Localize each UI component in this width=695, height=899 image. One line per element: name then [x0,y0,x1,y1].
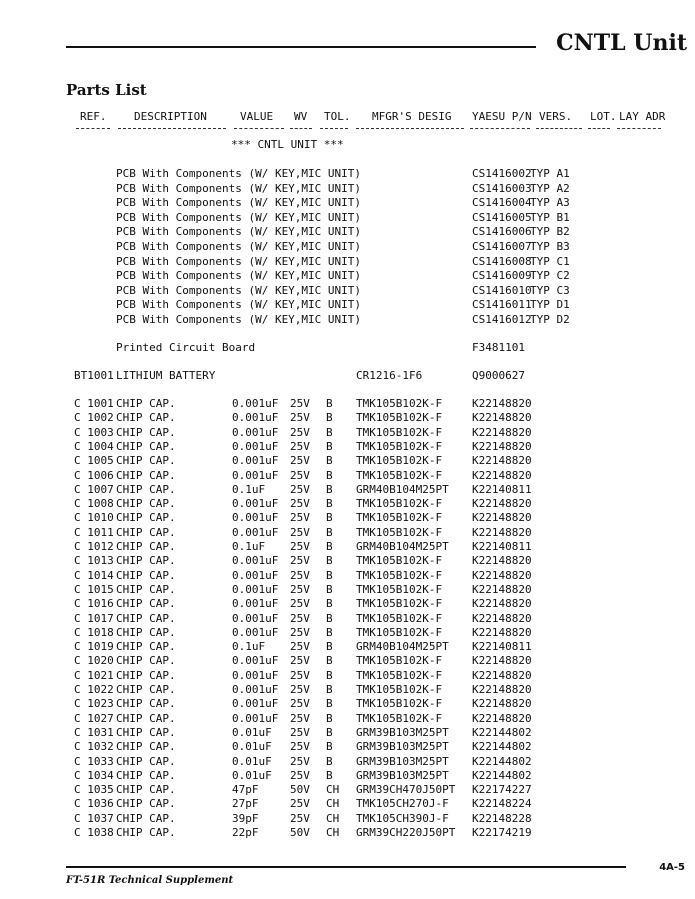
cap-part-number: K22148820 [472,668,532,682]
cap-ref: C 1017 [74,611,114,625]
cap-voltage: 25V [290,683,310,696]
cap-mfgr: GRM39B103M25PT [356,754,449,768]
cap-tolerance: B [326,683,333,696]
cap-tolerance: B [326,439,333,453]
cap-voltage: 25V [290,597,310,611]
cap-voltage: 25V [290,411,310,425]
cap-description: CHIP CAP. [116,611,176,625]
cap-part-number: K22148820 [472,697,532,711]
cap-part-number: K22140811 [472,640,532,654]
pcb-version: TYP B2 [530,225,570,239]
pcb-part-number: CS1416012 [472,313,532,326]
cap-voltage: 25V [290,697,310,711]
cap-tolerance: B [326,554,333,568]
cap-tolerance: CH [326,797,340,811]
cap-tolerance: B [326,497,333,511]
cap-voltage: 25V [290,554,310,568]
cap-description: CHIP CAP. [116,425,176,439]
cap-voltage: 25V [290,497,310,511]
header-rule [66,46,536,48]
pcb-description: PCB With Components (W/ KEY,MIC UNIT) [116,269,362,283]
cap-voltage: 25V [290,482,310,496]
cap-voltage: 25V [290,740,310,754]
cap-ref: C 1037 [74,811,114,825]
cap-tolerance: B [326,582,333,596]
cap-ref: C 1021 [74,668,114,682]
cap-ref: C 1006 [74,468,114,482]
cap-part-number: K22148820 [472,468,532,482]
cap-mfgr: TMK105B102K-F [356,525,443,539]
cap-tolerance: B [326,697,333,711]
cap-mfgr: TMK105B102K-F [356,454,443,468]
pcb-version: TYP C1 [530,254,570,268]
pcb-description: PCB With Components (W/ KEY,MIC UNIT) [116,181,362,195]
cap-part-number: K22174227 [472,783,532,797]
cap-ref: C 1012 [74,540,114,553]
cap-part-number: K22148820 [472,582,532,596]
cap-tolerance: B [326,640,333,654]
cap-value: 0.1uF [232,482,266,496]
cap-ref: C 1011 [74,525,114,539]
board-description: Printed Circuit Board [116,341,256,354]
cap-part-number: K22148820 [472,711,532,725]
pcb-version: TYP D2 [530,313,570,326]
cap-mfgr: TMK105B102K-F [356,497,443,511]
cap-voltage: 25V [290,397,310,410]
pcb-description: PCB With Components (W/ KEY,MIC UNIT) [116,210,362,224]
unit-heading: *** CNTL UNIT *** [231,138,344,151]
cap-value: 0.001uF [232,411,279,425]
pcb-description: PCB With Components (W/ KEY,MIC UNIT) [116,283,362,297]
unit-title: CNTL Unit [556,30,687,56]
cap-ref: C 1004 [74,439,114,453]
cap-voltage: 25V [290,797,310,811]
cap-voltage: 25V [290,540,310,553]
cap-description: CHIP CAP. [116,740,176,754]
cap-voltage: 50V [290,826,310,839]
cap-ref: C 1016 [74,597,114,611]
cap-voltage: 25V [290,468,310,482]
cap-mfgr: TMK105B102K-F [356,439,443,453]
section-title: Parts List [66,81,147,99]
col-yaesu: YAESU P/N [472,110,532,123]
cap-mfgr: TMK105B102K-F [356,697,443,711]
cap-part-number: K22148820 [472,625,532,639]
cap-ref: C 1027 [74,711,114,725]
pcb-version: TYP C3 [530,283,570,297]
cap-description: CHIP CAP. [116,625,176,639]
cap-description: CHIP CAP. [116,497,176,511]
cap-voltage: 25V [290,568,310,582]
cap-value: 0.001uF [232,425,279,439]
cap-ref: C 1036 [74,797,114,811]
cap-tolerance: B [326,740,333,754]
pcb-part-number: CS1416005 [472,210,532,224]
cap-ref: C 1007 [74,482,114,496]
cap-value: 0.001uF [232,683,279,696]
cap-description: CHIP CAP. [116,697,176,711]
cap-value: 0.001uF [232,668,279,682]
pcb-version: TYP A1 [530,167,570,180]
cap-voltage: 25V [290,525,310,539]
cap-description: CHIP CAP. [116,668,176,682]
cap-ref: C 1035 [74,783,114,797]
cap-mfgr: GRM40B104M25PT [356,482,449,496]
cap-description: CHIP CAP. [116,783,176,797]
pcb-version: TYP B1 [530,210,570,224]
cap-part-number: K22148820 [472,425,532,439]
cap-value: 27pF [232,797,259,811]
footer-rule [66,866,626,868]
cap-description: CHIP CAP. [116,439,176,453]
cap-mfgr: TMK105B102K-F [356,468,443,482]
cap-voltage: 25V [290,425,310,439]
cap-tolerance: B [326,540,333,553]
cap-value: 0.001uF [232,497,279,511]
cap-value: 0.001uF [232,597,279,611]
cap-tolerance: B [326,411,333,425]
cap-description: CHIP CAP. [116,826,176,839]
cap-ref: C 1032 [74,740,114,754]
col-lay: LAY ADR [619,110,666,123]
footer-page-number: 4A-5 [659,862,685,873]
col-mfgr: MFGR'S DESIG [372,110,452,123]
cap-voltage: 25V [290,668,310,682]
cap-part-number: K22148820 [472,411,532,425]
pcb-version: TYP B3 [530,240,570,253]
col-wv: WV [294,110,308,123]
cap-value: 0.001uF [232,654,279,668]
cap-value: 0.1uF [232,540,266,553]
cap-ref: C 1008 [74,497,114,511]
cap-description: CHIP CAP. [116,797,176,811]
cap-value: 22pF [232,826,259,839]
cap-description: CHIP CAP. [116,468,176,482]
cap-mfgr: TMK105B102K-F [356,397,443,410]
cap-ref: C 1010 [74,511,114,525]
cap-voltage: 25V [290,454,310,468]
cap-mfgr: TMK105B102K-F [356,597,443,611]
pcb-description: PCB With Components (W/ KEY,MIC UNIT) [116,240,362,253]
cap-tolerance: B [326,468,333,482]
cap-voltage: 25V [290,640,310,654]
cap-description: CHIP CAP. [116,811,176,825]
cap-value: 0.001uF [232,568,279,582]
cap-mfgr: TMK105B102K-F [356,511,443,525]
battery-mfgr: CR1216-1F6 [356,369,423,382]
cap-value: 0.001uF [232,582,279,596]
cap-mfgr: TMK105B102K-F [356,625,443,639]
cap-description: CHIP CAP. [116,397,176,410]
cap-tolerance: B [326,525,333,539]
cap-part-number: K22148820 [472,454,532,468]
cap-part-number: K22148820 [472,511,532,525]
cap-ref: C 1014 [74,568,114,582]
cap-mfgr: TMK105B102K-F [356,411,443,425]
pcb-part-number: CS1416004 [472,196,532,210]
cap-value: 0.001uF [232,468,279,482]
cap-tolerance: CH [326,826,340,839]
cap-part-number: K22144802 [472,754,532,768]
cap-description: CHIP CAP. [116,511,176,525]
cap-voltage: 25V [290,439,310,453]
cap-part-number: K22140811 [472,540,532,553]
battery-ref: BT1001 [74,369,114,382]
cap-mfgr: TMK105B102K-F [356,582,443,596]
cap-part-number: K22148820 [472,683,532,696]
cap-description: CHIP CAP. [116,654,176,668]
pcb-part-number: CS1416010 [472,283,532,297]
pcb-version: TYP C2 [530,269,570,283]
cap-voltage: 25V [290,654,310,668]
cap-ref: C 1033 [74,754,114,768]
cap-tolerance: B [326,725,333,739]
cap-tolerance: B [326,511,333,525]
cap-tolerance: B [326,768,333,782]
pcb-description: PCB With Components (W/ KEY,MIC UNIT) [116,313,362,326]
cap-tolerance: B [326,568,333,582]
cap-description: CHIP CAP. [116,640,176,654]
cap-ref: C 1001 [74,397,114,410]
board-part-number: F3481101 [472,341,525,354]
pcb-part-number: CS1416002 [472,167,532,180]
cap-value: 0.001uF [232,697,279,711]
cap-part-number: K22140811 [472,482,532,496]
pcb-part-number: CS1416006 [472,225,532,239]
cap-tolerance: B [326,654,333,668]
cap-part-number: K22144802 [472,768,532,782]
cap-part-number: K22148228 [472,811,532,825]
pcb-part-number: CS1416008 [472,254,532,268]
cap-mfgr: GRM40B104M25PT [356,640,449,654]
col-value: VALUE [240,110,274,123]
cap-description: CHIP CAP. [116,540,176,553]
pcb-description: PCB With Components (W/ KEY,MIC UNIT) [116,167,362,180]
cap-value: 0.01uF [232,754,272,768]
cap-part-number: K22148820 [472,568,532,582]
cap-value: 0.001uF [232,611,279,625]
pcb-part-number: CS1416003 [472,181,532,195]
cap-part-number: K22148820 [472,611,532,625]
cap-description: CHIP CAP. [116,482,176,496]
cap-value: 0.001uF [232,554,279,568]
cap-mfgr: TMK105B102K-F [356,554,443,568]
cap-description: CHIP CAP. [116,768,176,782]
col-description: DESCRIPTION [134,110,207,123]
cap-tolerance: B [326,425,333,439]
cap-description: CHIP CAP. [116,454,176,468]
pcb-part-number: CS1416007 [472,240,532,253]
cap-description: CHIP CAP. [116,597,176,611]
cap-tolerance: CH [326,811,340,825]
cap-ref: C 1002 [74,411,114,425]
cap-description: CHIP CAP. [116,525,176,539]
cap-tolerance: B [326,711,333,725]
cap-ref: C 1022 [74,683,114,696]
col-vers: VERS. [539,110,573,123]
cap-mfgr: GRM39B103M25PT [356,725,449,739]
cap-value: 0.001uF [232,525,279,539]
cap-voltage: 25V [290,625,310,639]
cap-description: CHIP CAP. [116,554,176,568]
pcb-description: PCB With Components (W/ KEY,MIC UNIT) [116,298,362,312]
cap-ref: C 1034 [74,768,114,782]
pcb-version: TYP A3 [530,196,570,210]
cap-voltage: 25V [290,754,310,768]
cap-ref: C 1003 [74,425,114,439]
cap-ref: C 1020 [74,654,114,668]
cap-ref: C 1018 [74,625,114,639]
cap-voltage: 25V [290,725,310,739]
cap-mfgr: TMK105B102K-F [356,425,443,439]
cap-value: 0.001uF [232,711,279,725]
cap-part-number: K22148224 [472,797,532,811]
cap-voltage: 25V [290,511,310,525]
cap-voltage: 25V [290,768,310,782]
cap-part-number: K22148820 [472,397,532,410]
cap-tolerance: B [326,397,333,410]
cap-description: CHIP CAP. [116,725,176,739]
cap-value: 0.001uF [232,439,279,453]
cap-voltage: 25V [290,811,310,825]
cap-mfgr: TMK105CH390J-F [356,811,449,825]
cap-value: 0.01uF [232,768,272,782]
cap-part-number: K22148820 [472,554,532,568]
cap-tolerance: B [326,482,333,496]
cap-voltage: 25V [290,582,310,596]
cap-voltage: 25V [290,711,310,725]
pcb-part-number: CS1416009 [472,269,532,283]
cap-part-number: K22148820 [472,497,532,511]
cap-part-number: K22148820 [472,597,532,611]
cap-mfgr: GRM39B103M25PT [356,768,449,782]
cap-value: 0.001uF [232,397,279,410]
cap-description: CHIP CAP. [116,683,176,696]
battery-description: LITHIUM BATTERY [116,369,216,382]
cap-ref: C 1031 [74,725,114,739]
cap-value: 0.001uF [232,625,279,639]
col-lot: LOT. [590,110,617,123]
cap-description: CHIP CAP. [116,711,176,725]
pcb-description: PCB With Components (W/ KEY,MIC UNIT) [116,254,362,268]
cap-description: CHIP CAP. [116,568,176,582]
col-ref: REF. [80,110,107,123]
cap-tolerance: B [326,668,333,682]
cap-part-number: K22144802 [472,725,532,739]
cap-ref: C 1023 [74,697,114,711]
cap-description: CHIP CAP. [116,754,176,768]
cap-mfgr: TMK105B102K-F [356,683,443,696]
pcb-version: TYP D1 [530,298,570,312]
cap-value: 0.1uF [232,640,266,654]
cap-mfgr: TMK105B102K-F [356,611,443,625]
cap-part-number: K22174219 [472,826,532,839]
cap-ref: C 1038 [74,826,114,839]
cap-mfgr: GRM40B104M25PT [356,540,449,553]
cap-tolerance: CH [326,783,340,797]
cap-mfgr: TMK105B102K-F [356,668,443,682]
pcb-version: TYP A2 [530,181,570,195]
cap-value: 47pF [232,783,259,797]
col-tol: TOL. [324,110,351,123]
pcb-description: PCB With Components (W/ KEY,MIC UNIT) [116,196,362,210]
footer-manual-title: FT-51R Technical Supplement [66,875,234,886]
cap-value: 0.001uF [232,454,279,468]
cap-part-number: K22148820 [472,525,532,539]
cap-description: CHIP CAP. [116,582,176,596]
cap-description: CHIP CAP. [116,411,176,425]
cap-voltage: 25V [290,611,310,625]
cap-part-number: K22144802 [472,740,532,754]
pcb-part-number: CS1416011 [472,298,532,312]
pcb-description: PCB With Components (W/ KEY,MIC UNIT) [116,225,362,239]
cap-ref: C 1005 [74,454,114,468]
cap-mfgr: TMK105B102K-F [356,654,443,668]
cap-value: 0.001uF [232,511,279,525]
cap-ref: C 1015 [74,582,114,596]
cap-part-number: K22148820 [472,439,532,453]
cap-mfgr: GRM39CH470J50PT [356,783,456,797]
cap-ref: C 1019 [74,640,114,654]
battery-part-number: Q9000627 [472,369,525,382]
cap-mfgr: TMK105B102K-F [356,568,443,582]
cap-mfgr: TMK105CH270J-F [356,797,449,811]
cap-part-number: K22148820 [472,654,532,668]
cap-mfgr: TMK105B102K-F [356,711,443,725]
cap-voltage: 50V [290,783,310,797]
cap-tolerance: B [326,454,333,468]
cap-tolerance: B [326,611,333,625]
cap-value: 0.01uF [232,740,272,754]
cap-value: 39pF [232,811,259,825]
cap-value: 0.01uF [232,725,272,739]
cap-mfgr: GRM39B103M25PT [356,740,449,754]
cap-mfgr: GRM39CH220J50PT [356,826,456,839]
cap-tolerance: B [326,597,333,611]
cap-ref: C 1013 [74,554,114,568]
cap-tolerance: B [326,625,333,639]
cap-tolerance: B [326,754,333,768]
